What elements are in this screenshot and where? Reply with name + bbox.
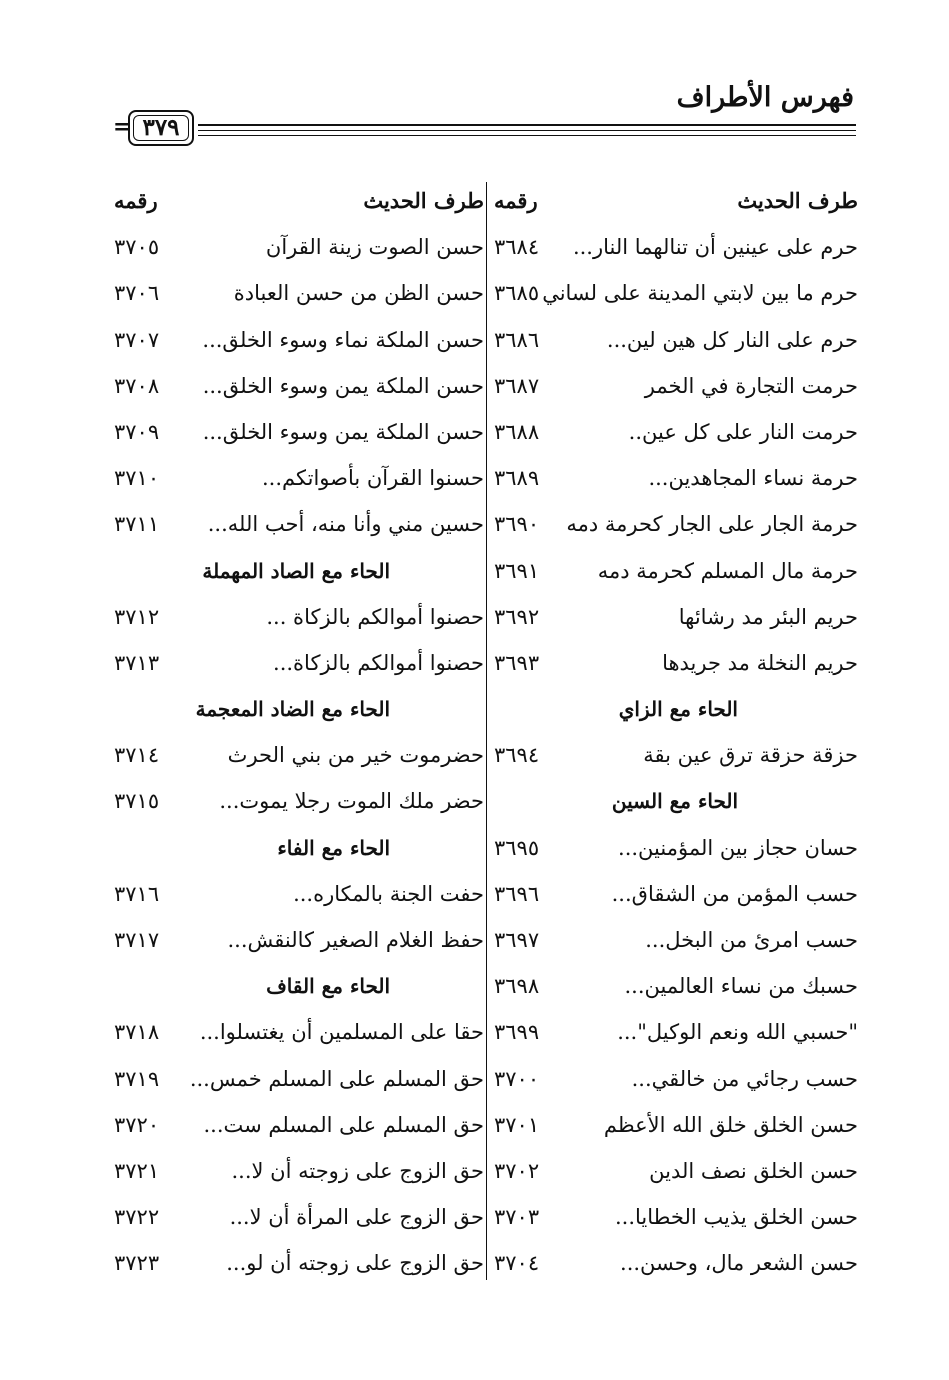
index-entry — [488, 825, 858, 871]
hadith-number: ٣٧١٦ — [114, 881, 160, 906]
hadith-number: ٣٧٠٠ — [494, 1066, 540, 1091]
index-entry — [488, 594, 858, 640]
index-entry — [488, 501, 858, 547]
hadith-text: حسان حجاز بين المؤمنين... — [618, 835, 858, 860]
hadith-number: ٣٧٠٤ — [494, 1251, 540, 1276]
hadith-text: حرم ما بين لابتي المدينة على لساني — [542, 281, 858, 306]
hadith-number: ٣٦٨٤ — [494, 235, 540, 260]
hadith-number: ٣٦٩٦ — [494, 881, 540, 906]
hadith-number: رقمه — [494, 188, 538, 213]
column-divider — [486, 182, 487, 1280]
index-entry — [108, 732, 484, 778]
hadith-text: حسن الملكة نماء وسوء الخلق... — [202, 327, 484, 352]
section-title: الحاء مع الصاد المهملة — [202, 558, 390, 583]
section-title: الحاء مع السين — [611, 789, 738, 814]
page-title: فهرس الأطراف — [676, 82, 854, 113]
hadith-number: ٣٦٨٩ — [494, 466, 540, 491]
hadith-number: ٣٦٩٧ — [494, 928, 540, 952]
index-entry — [108, 1194, 484, 1240]
hadith-text: حق الزوج على المرأة أن لا... — [229, 1205, 484, 1230]
index-entry — [488, 732, 858, 778]
section-heading — [108, 963, 484, 1009]
hadith-text: طرف الحديث — [737, 188, 858, 213]
left-column — [108, 178, 484, 1287]
section-heading — [108, 825, 484, 871]
hadith-number: ٣٧١٧ — [114, 928, 160, 952]
hadith-text: حفظ الغلام الصغير كالنقش... — [227, 928, 484, 952]
hadith-number: ٣٧١٣ — [114, 650, 160, 675]
index-entry — [488, 1148, 858, 1194]
hadith-text: حقا على المسلمين أن يغتسلوا... — [199, 1020, 484, 1045]
index-entry — [488, 963, 858, 1009]
index-entry — [108, 1102, 484, 1148]
hadith-text: حرمة مال المسلم كحرمة دمه — [597, 558, 858, 583]
hadith-number: ٣٦٩٥ — [494, 835, 540, 860]
hadith-number: ٣٧٢٣ — [114, 1251, 160, 1276]
hadith-number: ٣٧١٤ — [114, 743, 160, 768]
hadith-text: حسب رجائي من خالقي... — [631, 1066, 858, 1091]
hadith-number: ٣٧٠٣ — [494, 1205, 540, 1230]
index-entry — [488, 917, 858, 963]
hadith-number: ٣٧٠٧ — [114, 327, 160, 352]
hadith-text: حسين مني وأنا منه، أحب الله... — [207, 512, 484, 537]
section-heading — [108, 686, 484, 732]
index-entry — [488, 224, 858, 270]
hadith-text: حسب المؤمن من الشقاق... — [611, 881, 858, 906]
hadith-number: ٣٦٩٣ — [494, 650, 540, 675]
index-entry — [488, 317, 858, 363]
index-entry — [108, 501, 484, 547]
hadith-text: حزقة حزقة ترق عين بقة — [643, 743, 858, 768]
hadith-number: ٣٧٠٥ — [114, 235, 160, 260]
index-entry — [108, 270, 484, 316]
column-header — [488, 178, 858, 224]
hadith-text: حق المسلم على المسلم خمس... — [189, 1066, 484, 1091]
index-entry — [488, 363, 858, 409]
hadith-text: حسن الخلق نصف الدين — [649, 1158, 858, 1183]
index-entry — [108, 317, 484, 363]
hadith-number: رقمه — [114, 188, 158, 213]
hadith-number: ٣٧٠٩ — [114, 419, 160, 444]
hadith-text: حرمة الجار على الجار كحرمة دمه — [566, 512, 858, 537]
section-title: الحاء مع الفاء — [277, 835, 390, 860]
hadith-number: ٣٧٢١ — [114, 1158, 160, 1183]
index-entry — [488, 1240, 858, 1286]
hadith-number: ٣٦٨٨ — [494, 419, 540, 444]
hadith-text: حق الزوج على زوجته أن لو... — [226, 1251, 484, 1276]
hadith-number: ٣٧١٩ — [114, 1066, 160, 1091]
index-entry — [108, 1240, 484, 1286]
hadith-number: ٣٦٩٠ — [494, 512, 540, 537]
index-entry — [108, 778, 484, 824]
hadith-text: حرمة نساء المجاهدين... — [648, 466, 858, 491]
index-entry — [108, 1009, 484, 1055]
index-entry — [488, 640, 858, 686]
index-entry — [108, 917, 484, 963]
hadith-number: ٣٦٩٢ — [494, 604, 540, 629]
hadith-number: ٣٧١١ — [114, 512, 160, 537]
hadith-number: ٣٧١٨ — [114, 1020, 160, 1045]
hadith-number: ٣٧٠٦ — [114, 281, 160, 306]
hadith-number: ٣٦٨٦ — [494, 327, 540, 352]
hadith-number: ٣٧١٢ — [114, 604, 160, 629]
section-title: الحاء مع الضاد المعجمة — [195, 697, 390, 722]
section-heading — [488, 686, 858, 732]
index-entry — [488, 270, 858, 316]
column-header — [108, 178, 484, 224]
hadith-text: طرف الحديث — [363, 188, 484, 213]
hadith-text: حرم على عينين أن تنالهما النار... — [572, 235, 858, 260]
hadith-number: ٣٧٠٨ — [114, 373, 160, 398]
index-entry — [108, 1056, 484, 1102]
index-entry — [108, 224, 484, 270]
page-number-mark: = — [113, 114, 132, 140]
section-heading — [108, 548, 484, 594]
hadith-text: حرم على النار كل هين لين... — [606, 327, 858, 352]
index-entry — [108, 871, 484, 917]
index-entry — [108, 409, 484, 455]
page-number: ٣٧٩ — [128, 110, 194, 146]
hadith-text: حسبك من نساء العالمين... — [624, 974, 858, 999]
hadith-number: ٣٧٢٠ — [114, 1112, 160, 1137]
hadith-number: ٣٧١٥ — [114, 789, 160, 814]
header-rule — [198, 124, 856, 126]
hadith-text: حصنوا أموالكم بالزكاة ... — [266, 604, 484, 629]
section-heading — [488, 778, 858, 824]
hadith-text: حسن الملكة يمن وسوء الخلق... — [202, 373, 484, 398]
hadith-number: ٣٦٩٨ — [494, 974, 540, 999]
hadith-text: حريم البئر مد رشائها — [678, 604, 858, 629]
hadith-text: حسن الملكة يمن وسوء الخلق... — [202, 419, 484, 444]
hadith-text: حسب امرئ من البخل... — [645, 928, 858, 952]
hadith-text: حريم النخلة مد جريدها — [662, 650, 858, 675]
hadith-number: ٣٧٠١ — [494, 1112, 540, 1137]
hadith-text: حسن الصوت زينة القرآن — [265, 235, 484, 260]
hadith-number: ٣٦٨٥ — [494, 281, 540, 306]
index-entry — [108, 640, 484, 686]
index-entry — [488, 409, 858, 455]
index-entry — [108, 1148, 484, 1194]
index-entry — [488, 871, 858, 917]
hadith-text: حسن الخلق يذيب الخطايا... — [615, 1205, 858, 1230]
hadith-number: ٣٦٨٧ — [494, 373, 540, 398]
index-entry — [108, 455, 484, 501]
hadith-number: ٣٧١٠ — [114, 466, 160, 491]
hadith-text: حصنوا أموالكم بالزكاة... — [273, 650, 484, 675]
index-entry — [488, 548, 858, 594]
hadith-text: حرمت التجارة في الخمر — [644, 373, 858, 398]
hadith-number: ٣٦٩٤ — [494, 743, 540, 768]
hadith-text: حسن الظن من حسن العبادة — [233, 281, 484, 306]
hadith-text: حضر ملك الموت رجلا يموت... — [219, 789, 484, 814]
right-column — [488, 178, 858, 1287]
hadith-text: حرمت النار على كل عين.. — [628, 419, 858, 444]
hadith-text: حضرموت خير من بني الحرث — [227, 743, 484, 768]
index-entry — [488, 1102, 858, 1148]
hadith-text: حفت الجنة بالمكاره... — [293, 881, 484, 906]
hadith-number: ٣٧٠٢ — [494, 1158, 540, 1183]
hadith-number: ٣٦٩١ — [494, 558, 540, 583]
hadith-text: "حسبي الله ونعم الوكيل"... — [617, 1020, 858, 1045]
hadith-text: حسنوا القرآن بأصواتكم... — [262, 466, 484, 491]
hadith-number: ٣٧٢٢ — [114, 1205, 160, 1230]
index-entry — [488, 1056, 858, 1102]
hadith-number: ٣٦٩٩ — [494, 1020, 540, 1045]
hadith-text: حق الزوج على زوجته أن لا... — [231, 1158, 484, 1183]
index-entry — [108, 363, 484, 409]
section-title: الحاء مع القاف — [266, 974, 390, 999]
index-entry — [488, 1194, 858, 1240]
index-entry — [108, 594, 484, 640]
hadith-text: حسن الشعر مال، وحسن... — [620, 1251, 858, 1276]
index-entry — [488, 455, 858, 501]
header-rule — [198, 130, 856, 131]
hadith-text: حسن الخلق خلق الله الأعظم — [603, 1112, 858, 1137]
header-rule — [198, 135, 856, 136]
hadith-text: حق المسلم على المسلم ست... — [203, 1112, 484, 1137]
section-title: الحاء مع الزاي — [618, 697, 738, 722]
index-entry — [488, 1009, 858, 1055]
